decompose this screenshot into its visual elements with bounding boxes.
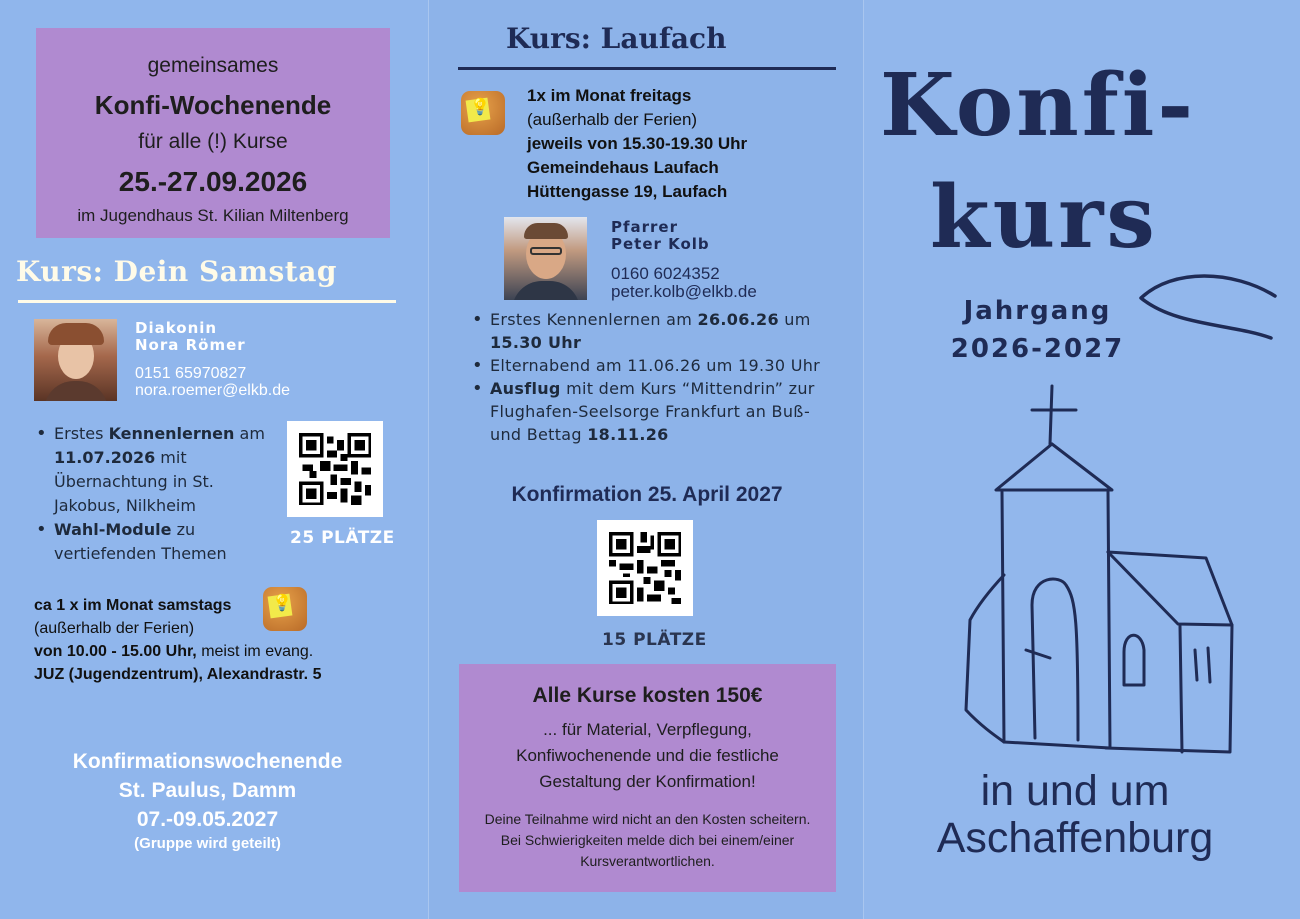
cost-text: ... für Material, Verpflegung, Konfiwochenende und die festliche Gestaltung der Konfirmation!	[516, 720, 779, 791]
year-range: 2026-2027	[950, 334, 1125, 364]
schedule-line: JUZ (Jugendzentrum), Alexandrastr. 5	[34, 666, 322, 683]
person-block	[611, 219, 710, 253]
cost-title: Alle Kurse kosten 150€	[532, 684, 763, 707]
place-text	[880, 768, 1270, 862]
seats-badge: 25 PLÄTZE	[290, 528, 395, 548]
schedule-line: (außerhalb der Ferien)	[34, 620, 195, 637]
schedule-line: 1x im Monat freitags	[527, 86, 692, 105]
qr-code-icon[interactable]	[287, 421, 383, 517]
confirmation-place: St. Paulus, Damm	[118, 779, 297, 802]
lightbulb-note-icon: 💡	[263, 587, 307, 631]
saturday-bullet-list	[34, 422, 274, 566]
list-item: • Wahl-Module zu vertiefenden Themen	[34, 518, 274, 566]
confirmation-date: 07.-09.05.2027	[136, 808, 279, 831]
fish-icon	[1137, 266, 1279, 346]
seats-badge: 15 PLÄTZE	[602, 630, 707, 650]
person-role: Diakonin	[135, 319, 218, 337]
saturday-schedule	[34, 594, 364, 686]
confirmation-date: Konfirmation 25. April 2027	[511, 483, 783, 506]
year-block	[930, 292, 1145, 368]
person-email: nora.roemer@elkb.de	[135, 382, 290, 399]
person-contact	[611, 265, 757, 301]
cover-title	[880, 50, 1196, 274]
list-item: • Erstes Kennenlernen am 26.06.26 um 15.30 Uhr	[470, 308, 830, 354]
schedule-line: jeweils von 15.30-19.30 Uhr	[527, 134, 748, 153]
weekend-venue: im Jugendhaus St. Kilian Miltenberg	[77, 206, 349, 225]
schedule-line: (außerhalb der Ferien)	[527, 110, 698, 129]
laufach-schedule	[527, 84, 827, 204]
schedule-line: Hüttengasse 19, Laufach	[527, 182, 728, 201]
church-drawing-icon	[960, 380, 1240, 755]
person-phone: 0160 6024352	[611, 264, 720, 283]
schedule-line: ca 1 x im Monat samstags	[34, 597, 232, 614]
qr-code-icon[interactable]	[597, 520, 693, 616]
heading-underline	[18, 300, 396, 303]
person-email: peter.kolb@elkb.de	[611, 282, 757, 301]
cover-title-line2: kurs	[930, 167, 1158, 268]
list-item: • Ausflug mit dem Kurs “Mittendrin” zur Flughafen-Seelsorge Frankfurt an Buß- und Bettag 18.11.26	[470, 377, 830, 446]
person-name: Nora Römer	[135, 336, 246, 354]
cost-box	[459, 664, 836, 892]
weekend-title: Konfi-Wochenende	[94, 90, 332, 120]
schedule-line: Gemeindehaus Laufach	[527, 158, 719, 177]
cover-title-line1: Konfi-	[880, 55, 1197, 156]
cost-note: Deine Teilnahme wird nicht an den Kosten scheitern. Bei Schwierigkeiten melde dich bei einem/einer Kursverantwortlichen.	[484, 811, 811, 869]
heading-saturday-course: Kurs: Dein Samstag	[16, 255, 337, 288]
photo-peter-kolb	[504, 217, 587, 300]
confirmation-title: Konfirmationswochenende	[72, 750, 343, 773]
lightbulb-note-icon: 💡	[461, 91, 505, 135]
year-label: Jahrgang	[963, 296, 1112, 326]
place-line1: in und um	[980, 767, 1170, 815]
person-phone: 0151 65970827	[135, 365, 247, 382]
place-line2: Aschaffenburg	[936, 814, 1214, 862]
weekend-box	[36, 28, 390, 238]
confirmation-note: (Gruppe wird geteilt)	[134, 835, 281, 852]
heading-laufach-course: Kurs: Laufach	[506, 22, 727, 55]
weekend-line1: gemeinsames	[147, 54, 279, 77]
confirmation-weekend	[20, 747, 395, 854]
weekend-line3: für alle (!) Kurse	[138, 130, 288, 153]
list-item: • Elternabend am 11.06.26 um 19.30 Uhr	[470, 354, 830, 377]
person-name: Peter Kolb	[611, 235, 710, 253]
schedule-line: von 10.00 - 15.00 Uhr, meist im evang.	[34, 643, 314, 660]
photo-nora-roemer	[34, 319, 117, 401]
list-item: • Erstes Kennenlernen am 11.07.2026 mit Übernachtung in St. Jakobus, Nilkheim	[34, 422, 274, 518]
heading-underline	[458, 67, 836, 70]
weekend-date: 25.-27.09.2026	[118, 166, 308, 197]
person-role: Pfarrer	[611, 218, 679, 236]
laufach-bullet-list	[470, 308, 830, 446]
